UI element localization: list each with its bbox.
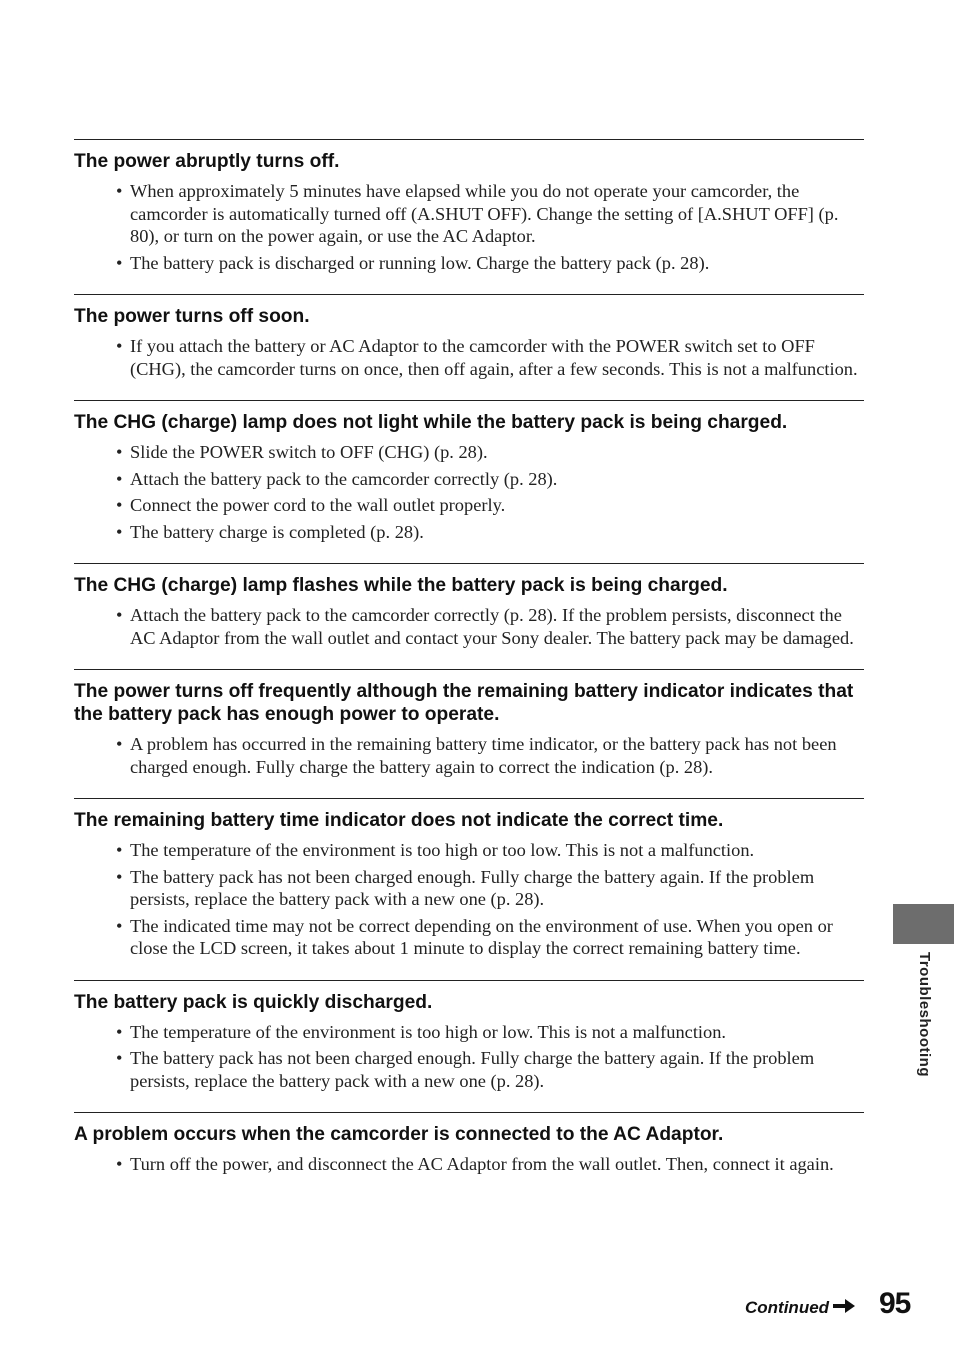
list-item: [74, 180, 864, 248]
list-item: [74, 839, 864, 862]
section-power-off-soon: [74, 294, 864, 380]
bullet-icon: •: [116, 866, 123, 887]
list-item: [74, 604, 864, 649]
list-item: [74, 494, 864, 517]
section-heading: The power turns off frequently although the remaining battery indicator indicates that the battery pack has enough power to operate.: [74, 681, 854, 725]
list-item: [74, 866, 864, 911]
section-power-abruptly-off: [74, 139, 864, 274]
continued-label: Continued: [745, 1298, 830, 1317]
chapter-tab-label: Troubleshooting: [916, 952, 933, 1077]
item-text: Attach the battery pack to the camcorder correctly (p. 28).: [130, 468, 558, 489]
list-item: [74, 733, 864, 778]
bullet-icon: •: [116, 442, 123, 462]
item-text: Connect the power cord to the wall outlet properly.: [130, 495, 506, 515]
section-chg-not-light: [74, 400, 864, 543]
item-text: The battery pack has not been charged enough. Fully charge the battery again. If the problem persists, replace the battery pack with a new one (p. 28).: [130, 1048, 815, 1091]
list-item: [74, 252, 864, 275]
bullet-icon: •: [116, 734, 123, 754]
item-text: Slide the POWER switch to OFF (CHG) (p. 28).: [130, 442, 488, 462]
section-heading: The power turns off soon.: [74, 306, 310, 327]
page-number: 95: [879, 1287, 911, 1320]
item-text: A problem has occurred in the remaining battery time indicator, or the battery pack has not been charged enough. Fully charge the battery again to correct the indication (p. 28).: [130, 734, 837, 777]
troubleshooting-content: [74, 139, 864, 1180]
section-heading: The remaining battery time indicator does not indicate the correct time.: [74, 810, 724, 831]
bullet-icon: •: [116, 840, 123, 860]
section-quickly-discharged: [74, 980, 864, 1093]
list-item: [74, 1047, 864, 1092]
continued-indicator: [745, 1298, 855, 1318]
section-heading: The power abruptly turns off.: [74, 151, 340, 172]
bullet-icon: •: [116, 252, 123, 273]
arrow-right-icon: [833, 1298, 855, 1318]
list-item: [74, 1021, 864, 1044]
item-text: The battery pack has not been charged enough. Fully charge the battery again. If the problem persists, replace the battery pack with a new one (p. 28).: [130, 866, 815, 909]
section-heading: A problem occurs when the camcorder is connected to the AC Adaptor.: [74, 1124, 724, 1145]
section-power-off-frequently: [74, 669, 864, 778]
item-text: The temperature of the environment is too high or too low. This is not a malfunction.: [130, 840, 755, 860]
list-item: [74, 521, 864, 544]
bullet-icon: •: [116, 521, 123, 542]
bullet-icon: •: [116, 181, 123, 201]
section-ac-adaptor-problem: [74, 1112, 864, 1176]
section-heading: The CHG (charge) lamp does not light while the battery pack is being charged.: [74, 412, 788, 433]
item-text: The temperature of the environment is too high or low. This is not a malfunction.: [130, 1021, 727, 1042]
item-text: Turn off the power, and disconnect the AC Adaptor from the wall outlet. Then, connect it again.: [130, 1154, 834, 1174]
list-item: [74, 468, 864, 491]
section-heading: The CHG (charge) lamp flashes while the battery pack is being charged.: [74, 575, 728, 596]
item-text: When approximately 5 minutes have elapsed while you do not operate your camcorder, the camcorder is automatically turned off (A.SHUT OFF). Change the setting of [A.SHUT OFF] (p. 80), or turn on the power again, or use the AC Adaptor.: [130, 181, 839, 246]
list-item: [74, 335, 864, 380]
item-text: The indicated time may not be correct depending on the environment of use. When you open or close the LCD screen, it takes about 1 minute to display the correct remaining battery time.: [130, 915, 833, 958]
item-text: If you attach the battery or AC Adaptor to the camcorder with the POWER switch set to OFF (CHG), the camcorder turns on once, then off again, after a few seconds. This is not a malfunction.: [130, 336, 858, 379]
bullet-icon: •: [116, 336, 123, 356]
bullet-icon: •: [116, 605, 123, 625]
list-item: [74, 915, 864, 960]
list-item: [74, 441, 864, 464]
item-text: The battery pack is discharged or running low. Charge the battery pack (p. 28).: [130, 252, 710, 273]
bullet-icon: •: [116, 915, 123, 936]
bullet-icon: •: [116, 468, 123, 489]
section-indicator-incorrect: [74, 798, 864, 960]
section-heading: The battery pack is quickly discharged.: [74, 991, 433, 1013]
bullet-icon: •: [116, 1154, 123, 1174]
chapter-tab-marker: [893, 904, 954, 944]
section-chg-flashes: [74, 563, 864, 649]
bullet-icon: •: [116, 1048, 123, 1068]
list-item: [74, 1153, 864, 1176]
bullet-icon: •: [116, 1021, 123, 1042]
item-text: Attach the battery pack to the camcorder correctly (p. 28). If the problem persists, disconnect the AC Adaptor from the wall outlet and contact your Sony dealer. The battery pack may be damaged.: [130, 605, 854, 648]
bullet-icon: •: [116, 495, 123, 515]
item-text: The battery charge is completed (p. 28).: [130, 521, 424, 542]
